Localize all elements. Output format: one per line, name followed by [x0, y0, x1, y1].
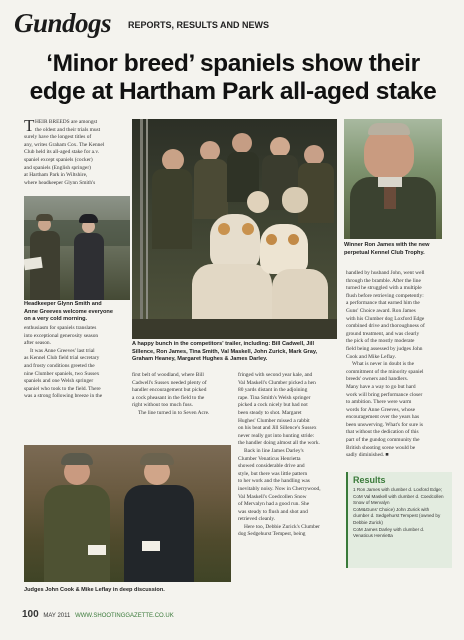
website-url: WWW.SHOOTINGGAZETTE.CO.UK [75, 613, 174, 619]
body-line: turned he struggled with a multiple [346, 285, 422, 292]
intro-line: the oldest and their trials must [35, 126, 101, 133]
results-line: Debbie Zurick) [353, 519, 383, 525]
body-line: fringed with second year kale, and [238, 372, 313, 378]
body-line: field being assessed by judges John [346, 345, 423, 352]
results-line: CoM James Darley with clumber d. [353, 526, 425, 532]
body-text-col1 [24, 325, 132, 401]
body-line: inevitably noisy. Now in Cherrywood, [238, 485, 321, 492]
body-line: dog Sedgehurst Tempest, being [238, 531, 306, 538]
judges-caption: Judges John Cook & Mike Leflay in deep discussion. [24, 587, 165, 593]
body-line: with his Clumber dog Loxford Edge [346, 315, 425, 322]
body-line: It was Anne Greeves' last trial [30, 347, 95, 354]
body-text-col3 [238, 372, 342, 539]
caption-line: Winner Ron James with the new [344, 242, 430, 248]
trailer-photo [132, 119, 337, 339]
body-line: Guns' Choice award. Ron James [346, 307, 416, 314]
body-line: of Mervalyn had a good run. She [238, 501, 310, 508]
page-number: 100 [22, 609, 39, 620]
body-line: spaniels and one Welsh springer [24, 378, 94, 385]
body-line: Back in line James Darley's [244, 447, 304, 454]
body-line: combined drive and thoroughness of [346, 323, 425, 330]
results-line: 1 Ron James with clumber d. Loxford Edge; [353, 487, 443, 492]
body-line: was steady to flush and shot and [238, 508, 308, 515]
body-line: first belt of woodland, where Bill [132, 372, 204, 378]
intro-line: Club held its all-aged stake for a.v. [24, 149, 100, 156]
body-line: British shooting scene would be [346, 444, 416, 451]
footer [22, 609, 174, 620]
body-line: into exceptional generosity season [24, 332, 99, 339]
body-line: Cook and Mike Leflay. [346, 353, 396, 360]
body-line: 80 yards distant in the adjoining [238, 387, 308, 394]
results-line: Snow of Mervalyn [353, 500, 390, 506]
caption-line: Sillence, Ron James, Tina Smith, Val Maskell, John Zurick, Mark Gray, [132, 348, 318, 355]
body-line: Clumber Venaticus Henrietta [238, 455, 301, 462]
body-line: Hughes' Clumber missed a rabbit [238, 417, 310, 424]
headkeeper-photo [24, 196, 130, 300]
body-line: breeds' owners and handlers. [346, 376, 409, 383]
intro-line: at Hartham Park in Wiltshire, [24, 172, 88, 179]
body-line: to her work and the handling was [238, 478, 310, 485]
intro-line: and spaniels (English springer) [24, 164, 91, 171]
body-line: words for Anne Greeves, whose [346, 406, 416, 413]
body-line: been unswerving. What's for sure is [346, 421, 423, 428]
judges-photo [24, 445, 231, 582]
body-line: showed considerable drive and [238, 463, 305, 470]
body-line: enthusiasm for spaniels translates [24, 325, 97, 331]
caption-line: Anne Greeves welcome everyone [24, 308, 113, 315]
body-line: spaniel who took to the field. There [24, 385, 101, 392]
body-line: Here too, Debbie Zurick's Clumber [244, 523, 320, 530]
body-line: a performance that earned him the [346, 300, 420, 307]
winner-photo [344, 119, 442, 239]
intro-line: HEIR BREEDS are amongst [35, 119, 98, 125]
body-line: on his beat and Jill Sillence's Sussex [238, 425, 317, 432]
body-line: that without the dedication of this [346, 429, 419, 436]
caption-line: Headkeeper Glynn Smith and [24, 301, 102, 307]
body-line: and frosty conditions greeted the [24, 362, 95, 369]
body-line: after season. [24, 340, 51, 347]
body-line: retrieved cleanly. [238, 516, 276, 523]
body-line: sadly diminished. ■ [346, 452, 389, 459]
masthead: Gundogs [14, 8, 112, 38]
body-line: right without too much fuss. [132, 402, 193, 409]
winner-caption [344, 242, 450, 257]
body-line: been steady to shot. Margaret [238, 409, 302, 416]
drop-cap: T [24, 116, 35, 135]
body-line: Val Maskell's Clumber picked a hen [238, 379, 316, 386]
body-line: a cock pheasant in the field to the [132, 394, 205, 401]
body-line: Cadwell's Sussex needed plenty of [132, 379, 207, 386]
body-line: the pick of the mostly moderate [346, 338, 415, 345]
caption-line: Graham Heaney, Margaret Hughes & James Darley. [132, 356, 268, 363]
headline-line-2: edge at Hartham Park all-aged stake [29, 78, 437, 105]
body-line: never really got into hunting stride: [238, 432, 315, 439]
caption-line: perpetual Kennel Club Trophy. [344, 249, 425, 256]
results-line: Venaticus Henrietta [353, 533, 393, 539]
intro-text [24, 116, 130, 187]
body-line: What is never in doubt is the [352, 361, 414, 368]
results-list [348, 487, 452, 540]
section-label: REPORTS, RESULTS AND NEWS [128, 20, 270, 30]
results-box [346, 472, 452, 568]
intro-line: where headkeeper Glynn Smith's [24, 179, 96, 186]
intro-line: surely have the longest titles of [24, 134, 92, 141]
body-line: the handler doing almost all the work. [238, 440, 320, 447]
body-line: through the bramble. After the line [346, 277, 421, 284]
body-text-col2 [132, 372, 234, 418]
body-line: nine Clumber spaniels, two Sussex [24, 370, 100, 377]
body-text-col4 [346, 270, 450, 460]
body-line: handled by husband John, went well [346, 270, 425, 276]
body-line: as Kennel Club field trial secretary [24, 355, 100, 362]
body-line: was a strong following breeze in the [24, 393, 103, 400]
body-line: handler encouragement but picked [132, 387, 207, 394]
body-line: to ambition. There were warm [346, 399, 412, 406]
body-line: style, but there was little pattern [238, 470, 308, 477]
body-line: rape. Tina Smith's Welsh springer [238, 394, 311, 401]
intro-paragraph [24, 116, 130, 187]
caption-line: on a very cold morning. [24, 316, 88, 323]
body-line: Many have a way to go but hard [346, 383, 416, 390]
body-line: ground treatment, and was clearly [346, 330, 420, 337]
headkeeper-caption [24, 301, 134, 324]
caption-line: A happy bunch in the competitors' trailer, including: Bill Cadwell, Jill [132, 341, 315, 347]
headline-line-1: ‘Minor breed’ spaniels show their [46, 50, 420, 77]
issue-date: MAY 2011 [43, 613, 71, 619]
results-title: Results [353, 475, 386, 485]
body-line: flush before retrieving competently: [346, 292, 424, 299]
trailer-caption [132, 341, 344, 364]
intro-line: any, writes Graham Cox. The Kennel [24, 141, 105, 148]
headline [10, 50, 456, 106]
body-line: encouragement over the years has [346, 414, 420, 421]
results-line: CoM Val Maskell with clumber d. Coedcollen [353, 493, 444, 499]
body-line: Val Maskell's Coedcollen Snow [238, 493, 307, 500]
intro-line: spaniel except spaniels (cocker) [24, 156, 93, 163]
results-line: CoM&Guns' Choice) John Zurick with [353, 506, 430, 512]
body-line: The line turned in to Seven Acre. [138, 409, 210, 416]
body-line: picked a cock nicely but had not [238, 402, 308, 409]
body-line: part of the gundog community the [346, 437, 420, 444]
results-line: clumber d. Sedgehurst Tempest (owned by [353, 513, 441, 519]
body-line: work will bring performance closer [346, 391, 423, 398]
body-line: commitment of the minority spaniel [346, 368, 424, 375]
